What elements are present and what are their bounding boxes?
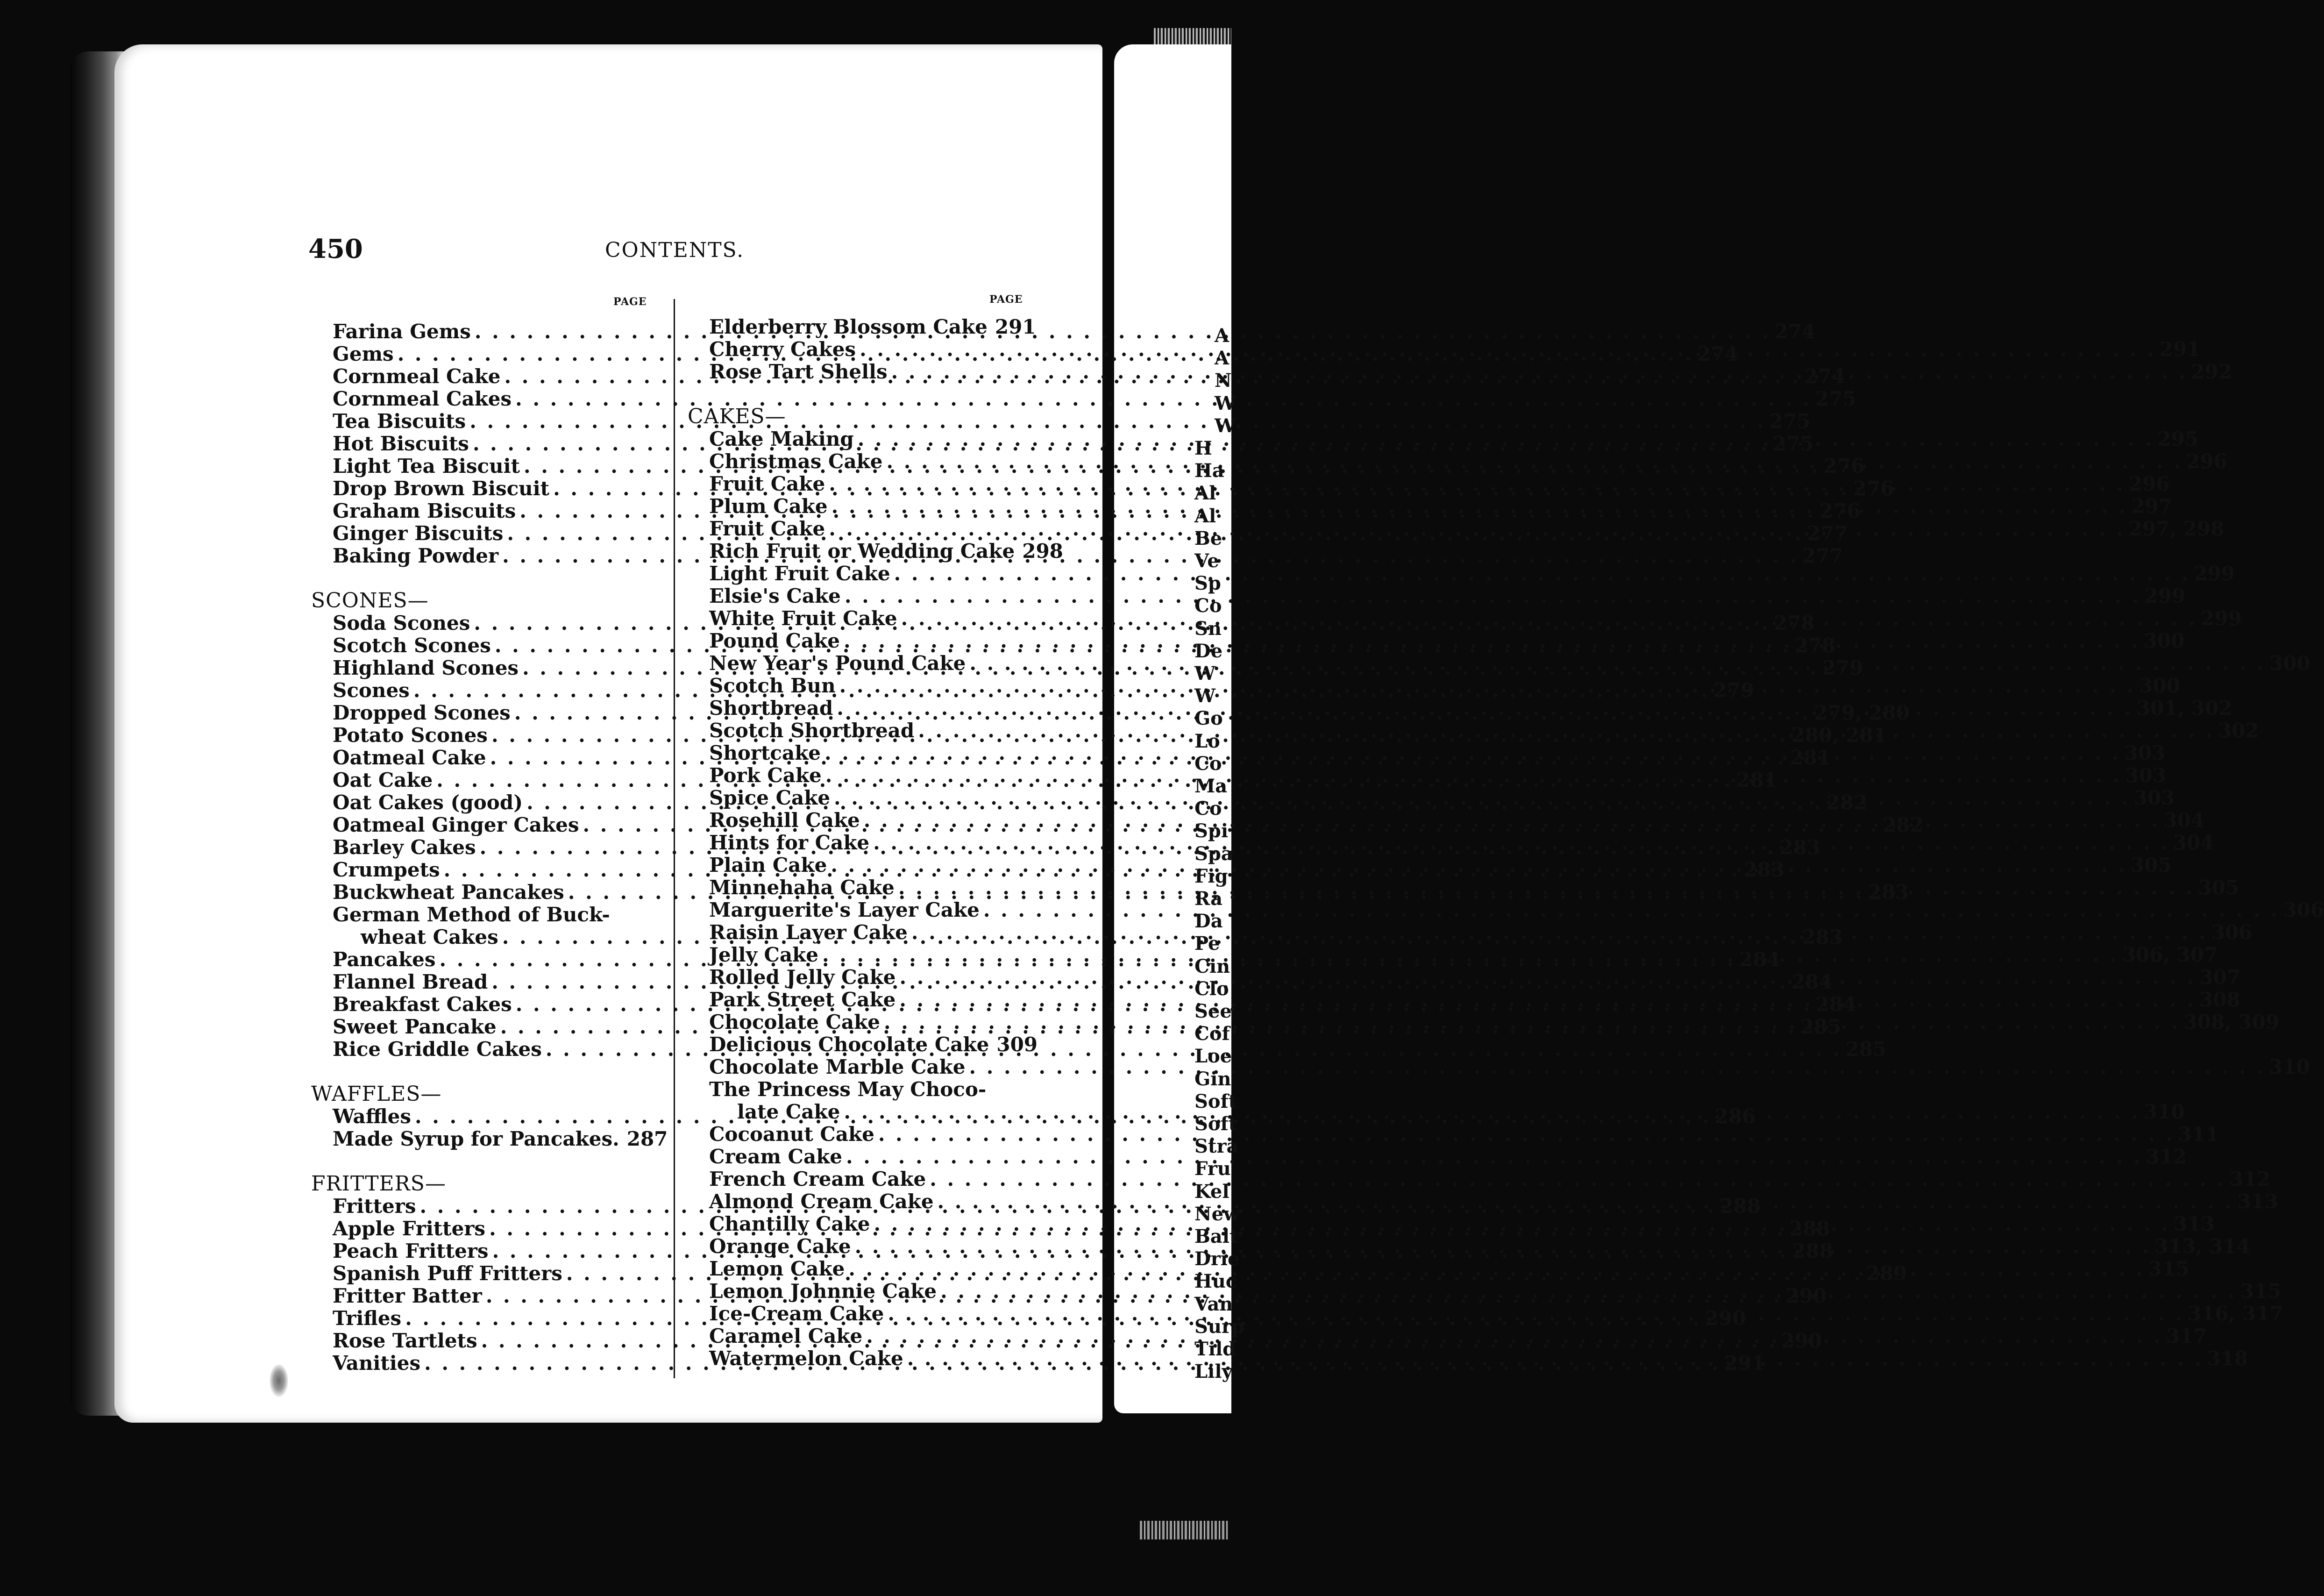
entry-title: Farina Gems <box>333 320 471 343</box>
entry-page-number: 288 <box>1792 1240 1833 1262</box>
entry-title: Watermelon Cake <box>709 1347 903 1370</box>
facing-page-fragment: Ve <box>1194 550 1219 572</box>
facing-page-fragment: Co <box>1194 752 1222 775</box>
page-number: 450 <box>308 234 363 264</box>
entry-title: Fruit Cake <box>709 472 825 495</box>
entry-page-number: 312 <box>2229 1168 2271 1190</box>
entry-title: Pancakes <box>333 948 436 971</box>
entry-title: Trifles <box>333 1307 402 1330</box>
entry-page-number: 306 <box>2211 921 2253 944</box>
entry-page-number: 310 <box>2269 1055 2310 1078</box>
entry-page-number: 283 <box>1868 881 1909 904</box>
dot-leader <box>969 1056 2265 1078</box>
contents-entry <box>709 1033 1038 1056</box>
entry-page-number: 295 <box>2157 428 2199 450</box>
page-column-label-right: PAGE <box>989 293 1023 306</box>
facing-page-fragment: Al <box>1194 482 1216 505</box>
entry-page-number: 315 <box>2240 1280 2281 1303</box>
entry-title: Gems <box>333 342 394 365</box>
dot-leader <box>832 495 2128 518</box>
entry-page-number: 313, 314 <box>2154 1235 2250 1258</box>
entry-title: Rosehill Cake <box>709 809 860 832</box>
section-gap <box>709 383 1035 406</box>
entry-page-number: 281 <box>1736 769 1777 791</box>
page-column-label-left: PAGE <box>613 296 647 308</box>
entry-title: Rich Fruit or Wedding Cake <box>709 540 1015 563</box>
entry-page-number: 283 <box>1743 858 1785 881</box>
dot-leader <box>884 1011 2180 1033</box>
entry-page-number: 296 <box>2186 450 2227 473</box>
facing-page-fragment: Van <box>1194 1293 1233 1315</box>
entry-page-number: 316, 317 <box>2188 1302 2283 1325</box>
dot-leader <box>855 1235 2151 1258</box>
entry-title: Sweet Pancake <box>333 1015 497 1038</box>
dot-leader <box>907 1347 2203 1370</box>
dot-leader <box>837 697 2133 720</box>
entry-title: Vanities <box>333 1352 421 1375</box>
page-edge-bottom <box>1140 1521 1229 1539</box>
facing-page-fragment: Lily <box>1194 1361 1233 1383</box>
facing-page-fragment: Go <box>1194 707 1223 730</box>
contents-entry <box>709 316 1035 338</box>
entry-title: Drop Brown Biscuit <box>333 477 550 500</box>
entry-title: Ice-Cream Cake <box>709 1302 884 1325</box>
facing-page-fragment: Clo <box>1194 977 1229 1000</box>
entry-page-number: 317 <box>2166 1325 2207 1347</box>
entry-title: Highland Scones <box>333 656 519 679</box>
dot-leader <box>825 764 2122 787</box>
entry-page-number: 301, 302 <box>2136 697 2232 720</box>
facing-page-fragment: Al <box>1194 505 1216 527</box>
entry-page-number: 275 <box>1769 410 1811 433</box>
facing-page-fragment: N <box>1215 370 1232 392</box>
facing-page-fragment: Huc <box>1194 1270 1237 1293</box>
facing-page-fragment: W <box>1215 392 1236 414</box>
entry-page-number: 287 <box>626 1127 668 1150</box>
facing-page-fragment: Kel <box>1194 1180 1230 1203</box>
entry-title: Crumpets <box>333 858 440 881</box>
entry-title: Oat Cakes (good) <box>333 791 523 814</box>
contents-entry <box>333 904 655 926</box>
entry-page-number: 304 <box>2163 809 2205 832</box>
entry-title: Barley Cakes <box>333 836 476 859</box>
entry-title: Shortcake <box>709 741 821 764</box>
entry-title: Raisin Layer Cake <box>709 921 908 944</box>
entry-page-number: 296 <box>2128 472 2170 495</box>
entry-title: Cornmeal Cakes <box>333 387 512 410</box>
entry-title: Peach Fritters <box>333 1240 489 1262</box>
entry-page-number: 282 <box>1883 813 1924 836</box>
entry-title: Park Street Cake <box>709 988 896 1011</box>
entry-page-number: 277 <box>1802 544 1843 567</box>
entry-title: Graham Biscuits <box>333 499 516 522</box>
facing-page-fragment: Sp <box>1194 572 1221 595</box>
entry-title: Spanish Puff Fritters <box>333 1262 562 1285</box>
entry-page-number: 281 <box>1790 746 1831 769</box>
dot-leader <box>886 450 2182 473</box>
section-gap <box>333 1150 655 1173</box>
entry-page-number: 291 <box>2159 338 2201 361</box>
entry-page-number: 312 <box>2146 1145 2187 1168</box>
dot-leader <box>911 921 2208 944</box>
entry-title: Baking Powder <box>333 544 499 567</box>
entry-page-number: 313 <box>2237 1190 2278 1213</box>
entry-page-number: 286 <box>1714 1105 1756 1128</box>
entry-page-number: 290 <box>1705 1307 1746 1330</box>
facing-page-fragment: A <box>1215 325 1230 347</box>
entry-title: Scotch Shortbread <box>709 719 915 742</box>
entry-page-number: 300 <box>2269 652 2310 675</box>
dot-leader <box>898 876 2195 899</box>
facing-page-fragment: Ra <box>1194 888 1223 910</box>
facing-page-fragment: A <box>1215 347 1230 370</box>
entry-title: Elderberry Blossom Cake <box>709 315 988 338</box>
entry-title: Dropped Scones <box>333 701 511 724</box>
section-gap <box>333 1061 655 1083</box>
entry-page-number: 274 <box>1774 320 1816 343</box>
dot-leader <box>938 1190 2234 1213</box>
entry-page-number: 284 <box>1739 948 1780 971</box>
dot-leader <box>822 944 2118 966</box>
entry-title: German Method of Buck- <box>333 903 610 926</box>
entry-page-number: 279, 280 <box>1814 701 1910 724</box>
entry-page-number: 276 <box>1853 477 1894 500</box>
entry-title: Light Fruit Cake <box>709 562 890 585</box>
dot-leader <box>901 607 2197 630</box>
entry-page-number: 278 <box>1794 634 1836 657</box>
entry-title: Orange Cake <box>709 1235 851 1258</box>
entry-title: Tea Biscuits <box>333 410 466 433</box>
entry-title: Caramel Cake <box>709 1325 863 1347</box>
facing-page-fragment: Be <box>1194 527 1222 549</box>
facing-page-fragment: New <box>1194 1203 1240 1225</box>
entry-page-number: 299 <box>2194 562 2235 585</box>
entry-title: Pound Cake <box>709 629 840 652</box>
dot-leader <box>878 1123 2175 1146</box>
entry-title: Made Syrup for Pancakes. <box>333 1127 619 1150</box>
entry-page-number: 276 <box>1819 499 1861 522</box>
entry-page-number: 300 <box>2139 674 2180 697</box>
ink-stain <box>270 1364 288 1397</box>
entry-title: Waffles <box>333 1105 411 1128</box>
entry-title: Rice Griddle Cakes <box>333 1038 542 1061</box>
dot-leader <box>983 899 2280 921</box>
entry-page-number: 315 <box>2148 1257 2189 1280</box>
entry-title: Oat Cake <box>333 769 433 791</box>
entry-page-number: 288 <box>1789 1217 1830 1240</box>
entry-page-number: 299 <box>2144 584 2186 607</box>
facing-page-fragment: Soft <box>1194 1090 1237 1112</box>
entry-title: Plain Cake <box>709 854 827 876</box>
facing-page-fragment: Surp <box>1194 1315 1245 1338</box>
entry-page-number: 279 <box>1713 679 1755 702</box>
facing-page-fragment: W <box>1194 663 1215 684</box>
facing-page-fragment: Pe <box>1194 933 1220 955</box>
dot-leader <box>969 652 2266 675</box>
entry-title: Lemon Cake <box>709 1257 845 1280</box>
entry-title: Soda Scones <box>333 612 470 634</box>
entry-page-number: 298 <box>1022 540 1063 563</box>
entry-title: Elsie's Cake <box>709 584 841 607</box>
entry-page-number: 283 <box>1802 926 1843 948</box>
entry-page-number: 318 <box>2207 1347 2248 1370</box>
facing-page-fragment: Cof <box>1194 1023 1230 1045</box>
entry-page-number: 275 <box>1815 387 1856 410</box>
entry-title: Cocoanut Cake <box>709 1123 874 1146</box>
facing-page-fragment: Spa <box>1194 842 1233 865</box>
facing-page-fragment: Loe <box>1194 1045 1232 1068</box>
facing-page-fragment: De <box>1194 640 1223 662</box>
entry-page-number: 305 <box>2198 876 2239 899</box>
dot-leader <box>848 1258 2145 1280</box>
dot-leader <box>900 966 2196 989</box>
entry-page-number: 310 <box>2144 1100 2185 1123</box>
entry-title: Scotch Scones <box>333 634 491 657</box>
entry-page-number: 276 <box>1823 455 1865 477</box>
facing-page-fragment: H <box>1194 437 1212 459</box>
entry-page-number: 285 <box>1800 1015 1841 1038</box>
contents-entry <box>709 540 1063 563</box>
contents-entry <box>333 387 1856 410</box>
entry-page-number: 278 <box>1774 612 1815 634</box>
entry-page-number: 291 <box>995 315 1036 338</box>
entry-title: Cornmeal Cake <box>333 365 501 388</box>
entry-title: White Fruit Cake <box>709 607 897 630</box>
entry-title: Plum Cake <box>709 495 828 518</box>
entry-page-number: 307 <box>2199 966 2240 989</box>
entry-title: Fritters <box>333 1195 416 1218</box>
entry-page-number: 277 <box>1807 522 1848 545</box>
entry-title: Chocolate Marble Cake <box>709 1055 966 1078</box>
facing-page-fragment: Sn <box>1194 617 1222 640</box>
dot-leader <box>829 518 2125 540</box>
entry-page-number: 304 <box>2173 831 2214 854</box>
entry-page-number: 313 <box>2174 1212 2215 1235</box>
facing-page-fragment: Fru <box>1194 1158 1231 1180</box>
entry-page-number: 282 <box>1826 791 1868 814</box>
dot-leader <box>930 1168 2226 1190</box>
facing-page-fragment: Soft <box>1194 1113 1237 1135</box>
entry-title: Minnehaha Cake <box>709 876 895 899</box>
entry-page-number: 284 <box>1791 970 1833 993</box>
entry-page-number: 297 <box>2131 495 2172 518</box>
facing-page-fragment: Tild <box>1194 1338 1236 1360</box>
entry-page-number: 275 <box>1772 432 1814 455</box>
entry-page-number: 291 <box>1724 1352 1765 1375</box>
entry-page-number: 308 <box>2199 988 2240 1011</box>
entry-title: Shortbread <box>709 697 833 720</box>
entry-title: French Cream Cake <box>709 1168 926 1190</box>
entry-page-number: 285 <box>1845 1038 1887 1061</box>
facing-page-fragment: Ha <box>1194 460 1224 482</box>
contents-entry <box>709 1078 1035 1101</box>
dot-leader <box>846 1146 2142 1168</box>
entry-page-number: 300 <box>2143 629 2185 652</box>
entry-page-number: 308, 309 <box>2183 1011 2280 1033</box>
entry-page-number: 290 <box>1781 1329 1822 1352</box>
facing-page-fragment: Balt <box>1194 1226 1238 1247</box>
entry-title: Cherry Cakes <box>709 338 856 361</box>
dot-leader <box>824 742 2121 764</box>
entry-page-number: 283 <box>1779 836 1821 859</box>
entry-page-number: 303 <box>2133 786 2175 809</box>
entry-title: Oatmeal Cake <box>333 746 486 769</box>
contents-entry <box>333 1127 668 1150</box>
entry-page-number: 305 <box>2131 854 2172 876</box>
dot-leader <box>844 1101 2140 1123</box>
entry-title: late Cake <box>737 1100 840 1123</box>
entry-title: Scones <box>333 679 410 702</box>
entry-page-number: 299 <box>2201 607 2242 630</box>
section-heading: CAKES— <box>688 405 786 428</box>
dot-leader <box>899 989 2196 1011</box>
entry-title: Light Tea Biscuit <box>333 455 520 477</box>
entry-title: Marguerite's Layer Cake <box>709 898 980 921</box>
entry-title: Christmas Cake <box>709 450 883 473</box>
facing-page-fragment: Da <box>1194 910 1223 933</box>
entry-title: Rolled Jelly Cake <box>709 966 896 989</box>
entry-title: Flannel Bread <box>333 970 488 993</box>
entry-page-number: 274 <box>1697 342 1739 365</box>
dot-leader <box>918 720 2214 742</box>
dot-leader <box>894 563 2190 585</box>
entry-page-number: 290 <box>1785 1284 1827 1307</box>
dot-leader <box>858 428 2154 450</box>
facing-page-fragment: Fig <box>1194 865 1228 887</box>
facing-page-fragment: W <box>1194 685 1215 707</box>
entry-page-number: 302 <box>2217 719 2259 742</box>
entry-title: Spice Cake <box>709 786 831 809</box>
page-edge-top <box>1154 28 1231 47</box>
facing-page-fragment: W <box>1215 414 1236 437</box>
entry-title: Lemon Johnnie Cake <box>709 1280 937 1303</box>
facing-page-fragment: Spi <box>1194 820 1229 842</box>
dot-leader <box>845 585 2141 607</box>
entry-title: Ginger Biscuits <box>333 522 504 545</box>
entry-title: Rose Tart Shells <box>709 360 888 383</box>
facing-page-fragment: Stra <box>1194 1135 1239 1158</box>
dot-leader <box>834 787 2130 809</box>
dot-leader <box>864 809 2160 832</box>
dot-leader <box>844 630 2140 652</box>
section-heading: FRITTERS— <box>311 1172 446 1196</box>
entry-page-number: 280, 281 <box>1791 724 1887 747</box>
entry-title: Delicious Chocolate Cake <box>709 1033 989 1056</box>
entry-page-number: 297, 298 <box>2128 517 2225 540</box>
dot-leader <box>866 1325 2162 1347</box>
entry-title: Hot Biscuits <box>333 432 469 455</box>
dot-leader <box>839 675 2136 697</box>
dot-leader <box>860 338 2156 361</box>
entry-page-number: 279 <box>1822 656 1863 679</box>
facing-page-fragment: Cin <box>1194 955 1230 977</box>
entry-title: wheat Cakes <box>361 926 498 948</box>
entry-title: Almond Cream Cake <box>709 1190 934 1213</box>
dot-leader <box>891 361 2188 383</box>
entry-title: The Princess May Choco- <box>709 1078 987 1101</box>
facing-page-fragment: Lo <box>1194 730 1220 752</box>
entry-title: Hints for Cake <box>709 831 870 854</box>
entry-page-number: 288 <box>1720 1195 1761 1218</box>
dot-leader <box>888 1303 2184 1325</box>
section-gap <box>333 567 655 590</box>
entry-page-number: 303 <box>2125 764 2167 787</box>
facing-page-fragment: See <box>1194 1000 1232 1022</box>
entry-title: Apple Fritters <box>333 1217 486 1240</box>
entry-page-number: 284 <box>1815 993 1857 1016</box>
dot-leader <box>940 1280 2237 1303</box>
dot-leader <box>829 473 2125 495</box>
facing-page-fragment: Co <box>1194 798 1222 820</box>
entry-title: Rose Tartlets <box>333 1329 477 1352</box>
facing-page-fragment: Gin <box>1194 1068 1231 1090</box>
entry-title: Scotch Bun <box>709 674 836 697</box>
entry-title: Pork Cake <box>709 764 822 787</box>
dot-leader <box>831 854 2127 876</box>
entry-title: Cream Cake <box>709 1145 843 1168</box>
entry-title: Fritter Batter <box>333 1284 482 1307</box>
entry-title: Chocolate Cake <box>709 1011 880 1033</box>
entry-title: Breakfast Cakes <box>333 993 512 1016</box>
dot-leader <box>874 1213 2170 1235</box>
entry-title: Fruit Cake <box>709 517 825 540</box>
facing-page-fragment: Ma <box>1194 775 1228 797</box>
entry-page-number: 306 <box>2283 898 2324 921</box>
entry-title: Potato Scones <box>333 724 488 747</box>
entry-title: Oatmeal Ginger Cakes <box>333 813 579 836</box>
section-heading: SCONES— <box>311 589 429 613</box>
entry-title: New Year's Pound Cake <box>709 652 966 675</box>
entry-title: Jelly Cake <box>709 943 818 966</box>
running-head: CONTENTS. <box>605 238 745 262</box>
dot-leader <box>873 832 2169 854</box>
entry-page-number: 274 <box>1804 365 1845 388</box>
facing-page-fragment: Co <box>1194 595 1222 617</box>
entry-page-number: 311 <box>2178 1123 2219 1146</box>
section-heading: WAFFLES— <box>311 1082 442 1106</box>
entry-page-number: 289 <box>1866 1262 1907 1285</box>
entry-page-number: 303 <box>2124 741 2166 764</box>
facing-page-fragment: Drie <box>1194 1248 1240 1270</box>
entry-title: Buckwheat Pancakes <box>333 881 564 904</box>
entry-title: Cake Making <box>709 428 854 450</box>
entry-page-number: 309 <box>996 1033 1038 1056</box>
entry-page-number: 306, 307 <box>2122 943 2218 966</box>
entry-title: Chantilly Cake <box>709 1212 870 1235</box>
entry-page-number: 292 <box>2191 360 2232 383</box>
